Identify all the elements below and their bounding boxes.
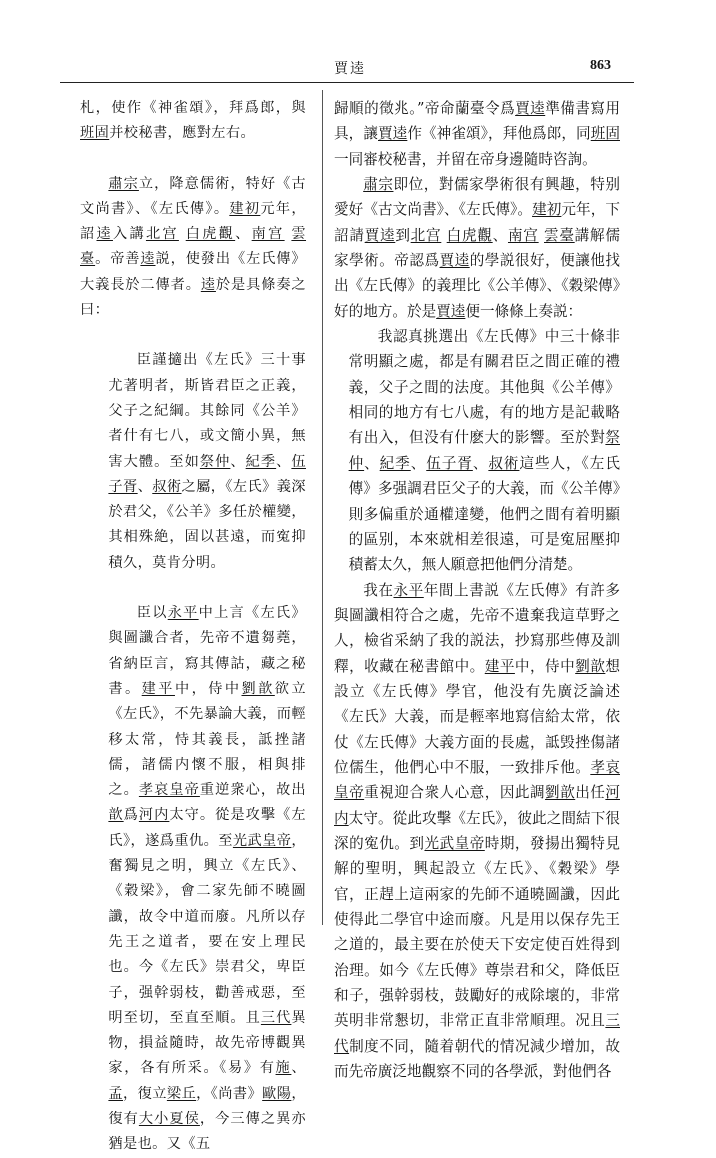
text-run: 、 xyxy=(472,454,489,472)
proper-name: 賈逵 xyxy=(439,252,470,270)
translation-paragraph-1 xyxy=(334,96,620,172)
text-run: 之屬，《左氏》義深於君父，《公羊》多任於權變，其相殊絶，固以甚遠，而寃抑積久，莫肯分明。 xyxy=(108,478,306,571)
text-run: 説，使發出《左氏傳》大義長於二傳者。 xyxy=(80,251,306,293)
page-number: 863 xyxy=(590,58,611,73)
text-run: 準備書寫用具，讓 xyxy=(334,100,620,143)
proper-name: 祭仲 xyxy=(348,429,620,472)
text-run: 立，降意儒術，特好《古文尚書》、《左氏傳》。 xyxy=(80,175,306,217)
classical-paragraph-1 xyxy=(80,96,306,147)
text-run: ，復有 xyxy=(108,1085,306,1127)
proper-name: 白虎觀 xyxy=(446,226,493,244)
proper-name: 祭仲 xyxy=(199,453,231,470)
text-run: 我認真挑選出《左氏傳》中三十條非常明顯之處，都是有關君臣之間正確的禮義，父子之間的法度。其他與《公羊傳》相同的地方有七八處，有的地方是記載略有出入，但没有什麽大的影響。至於對 xyxy=(348,328,620,447)
proper-name: 歐陽 xyxy=(262,1085,292,1102)
text-run: 重視迎合衆人心意，因此調 xyxy=(364,784,546,802)
text-run xyxy=(179,226,186,242)
text-run: ，今三傳之異亦猶是也。又《五 xyxy=(108,1110,306,1153)
translation-paragraph-2 xyxy=(334,172,620,324)
text-run: 這些人，《左氏傳》多强調君臣父子的大義，而《公羊傳》則多偏重於通權達變，他們之間有着明顯的區别，本來就相差很遠，可是寃屈壓抑積蓄太久，無人願意把他們分清楚。 xyxy=(348,454,620,574)
text-run: 、 xyxy=(364,454,380,472)
text-run: 、 xyxy=(235,226,252,243)
proper-name: 河内 xyxy=(138,807,170,824)
proper-name: 建初 xyxy=(532,201,562,219)
text-run: 一同審校秘書，并留在帝身邊隨時咨詢。 xyxy=(334,150,597,168)
proper-name: 肅宗 xyxy=(363,176,394,194)
proper-name: 北宫 xyxy=(410,226,442,244)
text-run: 我在 xyxy=(363,581,394,599)
text-run: 太守。從此攻擊《左氏》，彼此之間結下很深的寃仇。到 xyxy=(334,809,620,852)
memorial-quote-1 xyxy=(80,348,306,576)
text-run: 即位，對儒家學術很有興趣，特别愛好《古文尚書》、《左氏傳》。 xyxy=(334,176,620,219)
proper-name: 大小夏侯 xyxy=(138,1110,200,1127)
proper-name: 孝哀皇帝 xyxy=(334,758,620,802)
text-run: 歸順的徵兆。”帝命蘭臺令爲 xyxy=(334,100,516,117)
text-run: 於是具條奏之曰： xyxy=(80,276,307,319)
text-run: 太守。從是攻擊《左氏》，遂爲重仇。至 xyxy=(108,807,306,849)
proper-name: 三代 xyxy=(260,1009,292,1026)
proper-name: 建平 xyxy=(141,680,175,697)
text-run: 的學説很好，便讓他找出《左氏傳》的義理比《公羊傳》、《穀梁傳》好的地方。於是 xyxy=(334,252,620,320)
proper-name: 白虎觀 xyxy=(185,226,236,243)
classical-paragraph-2 xyxy=(80,172,306,324)
classical-paragraph-4 xyxy=(108,601,306,1158)
text-run: 想設立《左氏傳》學官，他没有先廣泛論述《左氏》大義，而是輕率地寫信給太常，依仗《左氏傳》大義方面的長處，詆毁挫傷諸位儒生，他們心中不服，一致排斥他。 xyxy=(334,657,620,776)
translation-quote xyxy=(334,324,620,577)
text-run: 時期，發揚出獨特見解的聖明，興起設立《左氏》、《穀梁》學官，正趕上這兩家的先師不通曉圖讖，因此使得此二學官中途而廢。凡是用以保存先王之道的，最主要在於使天下安定使百姓得到治理。如今《左氏傳》尊崇君和父，降低臣和子，强幹弱枝，鼓勵好的戒除壞的，非常英明非常懇切，非常正直非常順理。况且 xyxy=(334,834,620,1030)
text-run: ，復立 xyxy=(123,1085,167,1102)
proper-name: 賈逵 xyxy=(436,302,466,320)
text-run: 元年，下詔請 xyxy=(334,201,620,244)
text-run: 元年，詔 xyxy=(80,200,306,243)
proper-name: 班固 xyxy=(590,125,620,143)
proper-name: 南宫 xyxy=(251,226,285,243)
text-run: 制度不同，隨着朝代的情况減少增加，故而先帝廣泛地觀察不同的各學派，對他們各 xyxy=(334,1037,620,1081)
text-run: 重逆衆心，故出 xyxy=(199,782,306,799)
text-run: 年間上書説《左氏傳》有許多與圖讖相符合之處，先帝不遺棄我這草野之人，檢省采納了我的説法，抄寫那些傳及訓釋，收藏在秘書館中。 xyxy=(334,581,620,675)
proper-name: 劉歆 xyxy=(575,657,606,675)
proper-name: 叔術 xyxy=(152,478,182,495)
column-divider xyxy=(322,90,323,925)
text-run: 欲立《左氏》，不先暴論大義，而輕移太常，恃其義長，詆挫諸儒，諸儒内懷不服，相與排之。 xyxy=(108,680,307,799)
proper-name: 賈逵 xyxy=(364,226,396,244)
text-run: 異物，損益隨時，故先帝博觀異家，各有所采。《易》有 xyxy=(108,1009,306,1077)
running-title: 賈逵 xyxy=(334,61,366,77)
text-run: 作《神雀頌》，拜他爲郎，同 xyxy=(407,125,591,143)
proper-name: 班固 xyxy=(80,125,110,142)
text-run: 到 xyxy=(395,226,411,244)
proper-name: 叔術 xyxy=(488,454,520,472)
text-run: 中上言《左氏》與圖讖合者，先帝不遺芻蕘，省納臣言，寫其傳詁，藏之秘書。 xyxy=(108,605,306,697)
proper-name: 逵 xyxy=(140,251,156,268)
translation-paragraph-4 xyxy=(334,578,620,1085)
proper-name: 建平 xyxy=(484,657,515,675)
header-rule xyxy=(60,82,634,83)
proper-name: 光武皇帝 xyxy=(424,834,485,852)
text-run: 、 xyxy=(410,454,427,472)
proper-name: 紀季 xyxy=(379,454,411,472)
text-run: 、 xyxy=(137,478,153,495)
proper-name: 河内 xyxy=(334,784,620,827)
proper-name: 北宫 xyxy=(145,226,179,243)
proper-name: 肅宗 xyxy=(108,175,139,192)
proper-name: 光武皇帝 xyxy=(232,832,292,849)
modern-translation-column xyxy=(334,96,620,1084)
translation-paragraph-3 xyxy=(349,324,620,577)
proper-name: 永平 xyxy=(393,581,424,599)
proper-name: 歆 xyxy=(108,807,124,824)
proper-name: 伍子胥 xyxy=(108,453,306,495)
proper-name: 三代 xyxy=(334,1012,620,1055)
proper-name: 劉歆 xyxy=(241,680,275,697)
classical-paragraph-3 xyxy=(108,348,306,576)
proper-name: 賈逵 xyxy=(515,100,546,117)
text-run: 、 xyxy=(230,453,246,470)
text-run: ，《尚書》 xyxy=(196,1085,263,1102)
proper-name: 逵 xyxy=(200,276,216,293)
text-run: 并校秘書，應對左右。 xyxy=(109,125,256,142)
text-run: 爲 xyxy=(123,807,139,824)
proper-name: 伍子胥 xyxy=(426,454,473,472)
proper-name: 永平 xyxy=(167,605,199,622)
proper-name: 孝哀皇帝 xyxy=(138,782,200,799)
memorial-quote-2 xyxy=(80,601,306,1158)
text-run: 中，侍中 xyxy=(174,680,242,697)
text-run: 出任 xyxy=(575,784,606,802)
text-run: ，奮獨見之明，興立《左氏》、《穀梁》，會二家先師不曉圖讖，故令中道而廢。凡所以存先王之道者，要在安上理民也。今《左氏》崇君父，卑臣子，强幹弱枝，勸善戒惡，至明至切，至直至順。且 xyxy=(108,832,306,1026)
proper-name: 梁丘 xyxy=(166,1085,197,1102)
proper-name: 逵 xyxy=(96,226,113,243)
proper-name: 雲臺 xyxy=(544,226,575,244)
classical-text-column xyxy=(80,96,306,1158)
proper-name: 建初 xyxy=(229,200,261,217)
text-run: 臣謹擿出《左氏》三十事尤著明者，斯皆君臣之正義，父子之紀綱。其餘同《公羊》者什有七八，或文簡小異，無害大體。至如 xyxy=(108,352,306,470)
proper-name: 雲臺 xyxy=(80,226,307,268)
text-run: 札，使作《神雀頌》，拜爲郎，與 xyxy=(80,100,306,116)
proper-name: 紀季 xyxy=(245,453,277,470)
text-run: 便一條條上奏説： xyxy=(465,302,583,320)
proper-name: 劉歆 xyxy=(545,784,576,802)
text-run: 中，侍中 xyxy=(514,657,576,675)
text-run: 入講 xyxy=(112,226,146,243)
text-run: 臣以 xyxy=(136,605,168,622)
text-run: 講解儒家學術。帝認爲 xyxy=(334,226,620,270)
text-run: 、 xyxy=(492,226,508,244)
proper-name: 孟 xyxy=(108,1085,124,1102)
proper-name: 南宫 xyxy=(507,226,539,244)
text-run: 、 xyxy=(291,1060,306,1077)
text-run: 、 xyxy=(276,453,292,470)
proper-name: 施 xyxy=(275,1060,292,1077)
text-run: 。帝善 xyxy=(95,251,141,268)
proper-name: 賈逵 xyxy=(378,125,408,143)
